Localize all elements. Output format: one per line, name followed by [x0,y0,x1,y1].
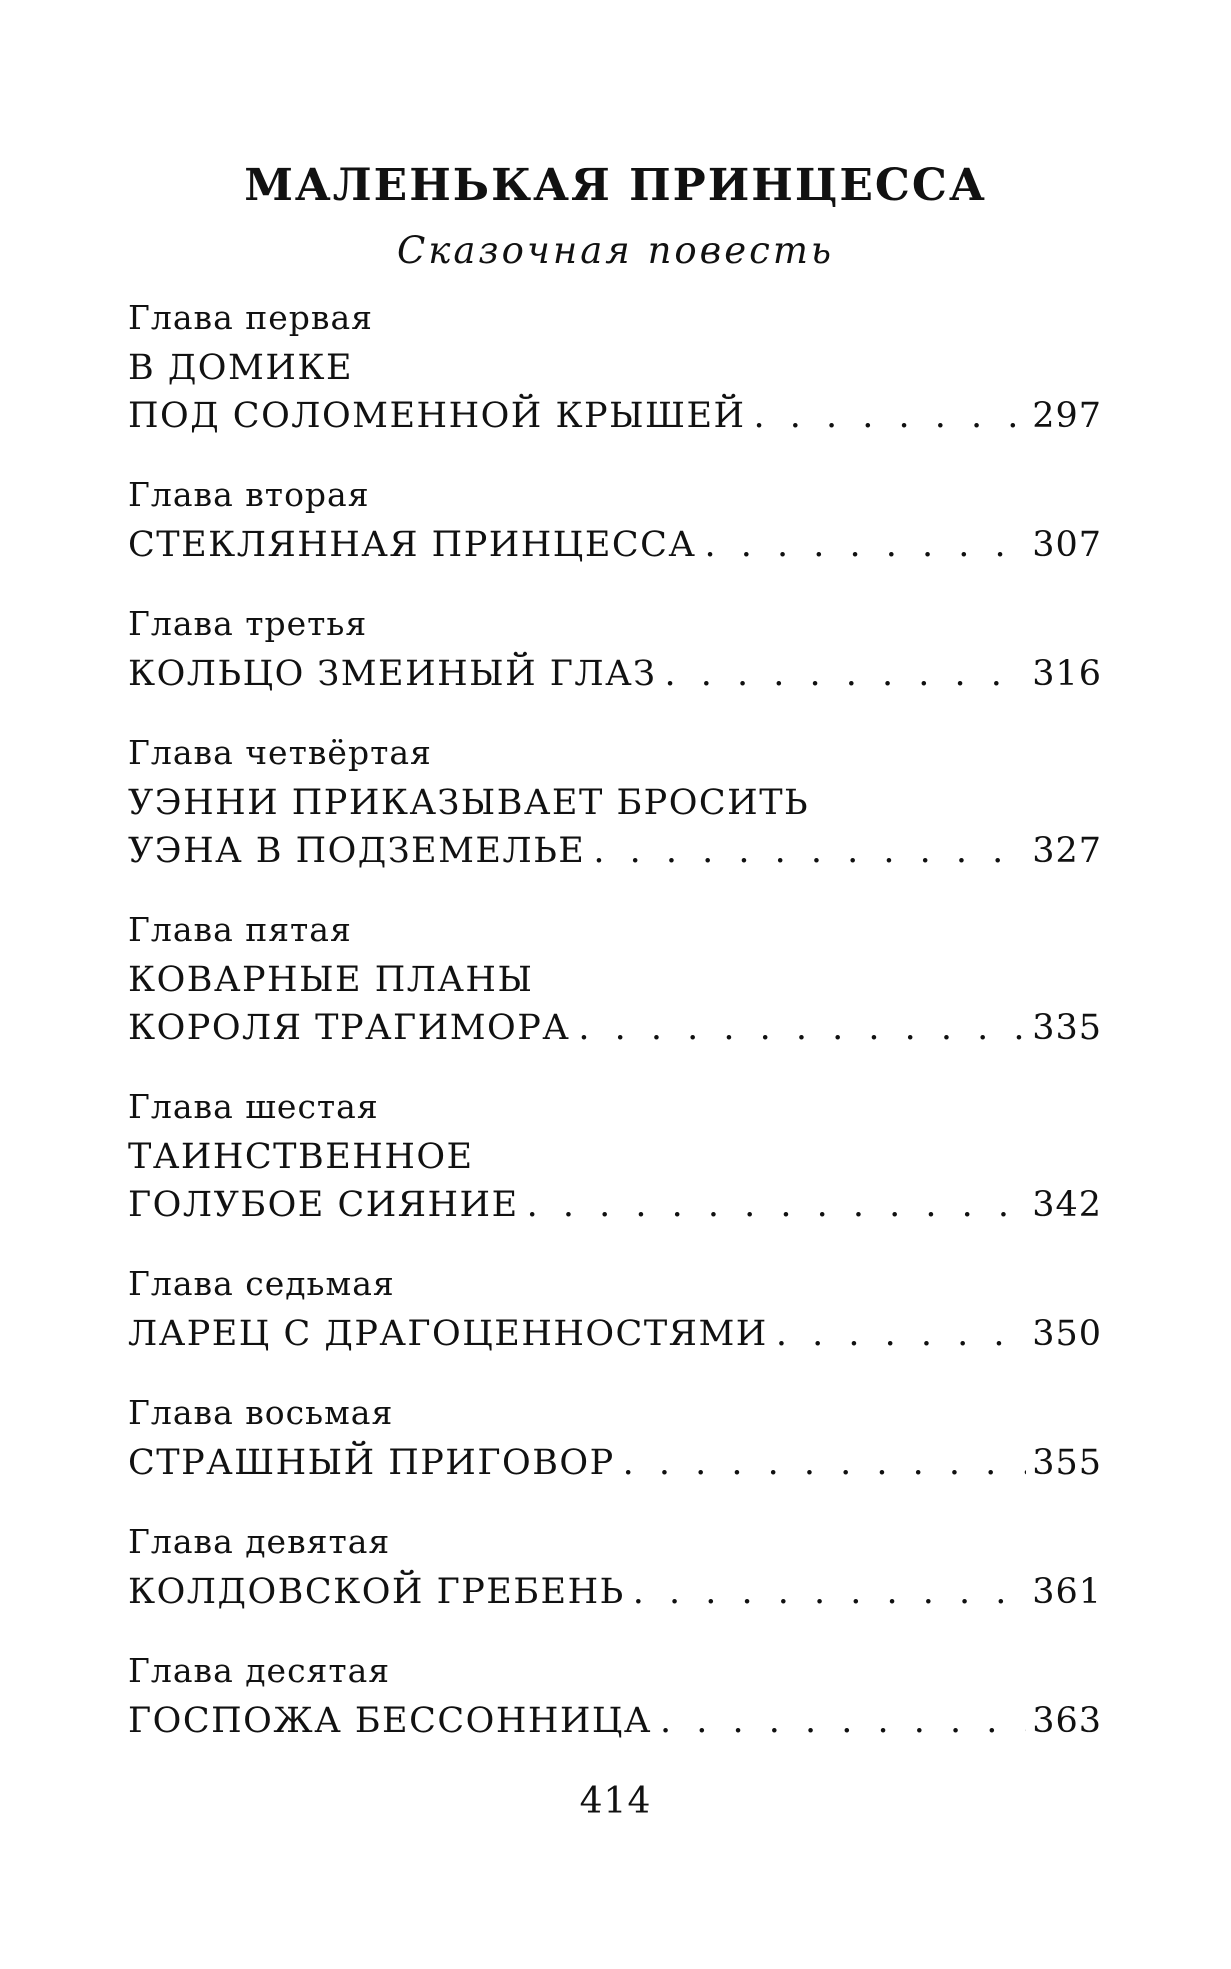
chapter-title-line: ГОЛУБОЕ СИЯНИЕ [128,1185,519,1225]
chapter-title-line: ГОСПОЖА БЕССОННИЦА [128,1701,652,1741]
toc-entry [128,1520,1102,1616]
table-of-contents [128,296,1102,1778]
chapter-title-line: УЭННИ ПРИКАЗЫВАЕТ БРОСИТЬ [128,783,810,823]
chapter-title-entry [128,521,1102,569]
chapter-label: Глава шестая [128,1087,379,1126]
dot-leader [633,1568,1026,1616]
chapter-page-number: 363 [1032,1701,1102,1741]
dot-leader [527,1181,1027,1229]
chapter-page-number: 342 [1032,1185,1102,1225]
dot-leader [664,650,1026,698]
chapter-title-line: СТЕКЛЯННАЯ ПРИНЦЕССА [128,525,697,565]
chapter-page-number: 355 [1032,1443,1102,1483]
chapter-title-entry [128,650,1102,698]
chapter-title-entry [128,1439,1102,1487]
chapter-page-number: 350 [1032,1314,1102,1354]
toc-entry [128,1391,1102,1487]
chapter-label: Глава десятая [128,1651,391,1690]
chapter-title-line: КОЛДОВСКОЙ ГРЕБЕНЬ [128,1572,625,1612]
toc-entry [128,908,1102,1052]
chapter-label: Глава девятая [128,1522,391,1561]
toc-entry [128,296,1102,440]
chapter-page-number: 316 [1032,654,1102,694]
book-subtitle: Сказочная повесть [396,229,835,272]
chapter-title-line: УЭНА В ПОДЗЕМЕЛЬЕ [128,831,586,871]
chapter-title-line: ЛАРЕЦ С ДРАГОЦЕННОСТЯМИ [128,1314,768,1354]
chapter-title-entry [128,827,1102,875]
dot-leader [704,521,1026,569]
toc-entry [128,1262,1102,1358]
chapter-page-number: 297 [1032,396,1102,436]
chapter-title-line: КОЛЬЦО ЗМЕИНЫЙ ГЛАЗ [128,654,657,694]
chapter-title-entry [128,392,1102,440]
toc-entry [128,473,1102,569]
chapter-label: Глава третья [128,604,368,643]
page-number: 414 [579,1781,652,1822]
dot-leader [660,1697,1026,1745]
toc-entry [128,731,1102,875]
chapter-title-entry [128,1004,1102,1052]
dot-leader [754,392,1027,440]
chapter-label: Глава вторая [128,475,370,514]
chapter-title-line: В ДОМИКЕ [128,348,353,388]
chapter-title-line: СТРАШНЫЙ ПРИГОВОР [128,1443,615,1483]
chapter-page-number: 335 [1032,1008,1102,1048]
chapter-title-line: ТАИНСТВЕННОЕ [128,1137,474,1177]
chapter-label: Глава первая [128,298,373,337]
chapter-label: Глава четвёртая [128,733,432,772]
chapter-title-line: КОРОЛЯ ТРАГИМОРА [128,1008,571,1048]
chapter-title-line: ПОД СОЛОМЕННОЙ КРЫШЕЙ [128,396,746,436]
dot-leader [776,1310,1026,1358]
dot-leader [593,827,1026,875]
dot-leader [578,1004,1026,1052]
dot-leader [623,1439,1027,1487]
book-title: МАЛЕНЬКАЯ ПРИНЦЕССА [244,160,987,211]
chapter-label: Глава седьмая [128,1264,395,1303]
toc-entry [128,1085,1102,1229]
chapter-page-number: 361 [1032,1572,1102,1612]
toc-entry [128,602,1102,698]
chapter-page-number: 327 [1032,831,1102,871]
chapter-title-line: КОВАРНЫЕ ПЛАНЫ [128,960,534,1000]
chapter-label: Глава пятая [128,910,352,949]
chapter-title-entry [128,1181,1102,1229]
chapter-title-entry [128,1697,1102,1745]
chapter-title-entry [128,1568,1102,1616]
chapter-page-number: 307 [1032,525,1102,565]
chapter-label: Глава восьмая [128,1393,394,1432]
chapter-title-entry [128,1310,1102,1358]
toc-entry [128,1649,1102,1745]
